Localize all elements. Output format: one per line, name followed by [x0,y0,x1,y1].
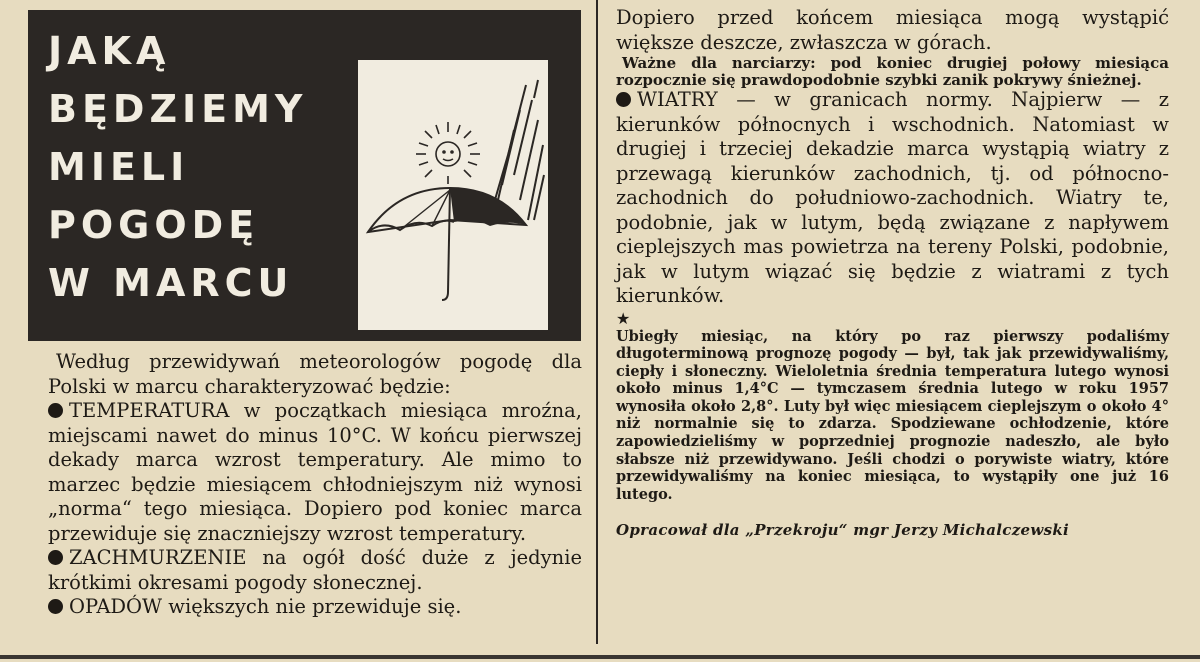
bullet-dot-icon [48,403,63,418]
headline-line-4: POGODĘ [48,203,260,247]
temperature-text: w początkach miesiąca mroźna, miejscami nawet do minus 10°C. W końcu pierwszej dekady marca wzrost temperatury. Ale mimo to marzec będzie miesiącem chłodniejszym niż wynosi „norma“ tego miesiąca. Dopiero pod koniec marca przewiduje się znaczniejszy wzrost temperatury. [48,399,582,545]
temperature-paragraph [48,399,582,546]
headline-line-2: BĘDZIEMY [48,87,308,131]
sun-umbrella-rain-illustration [358,60,548,330]
headline-line-3: MIELI [48,145,190,189]
review-paragraph: Ubiegły miesiąc, na który po raz pierwszy podaliśmy długoterminową prognozę pogody — był, tak jak przewidywaliśmy, ciepły i słoneczny. Wieloletnia średnia temperatura lutego wynosi około minus 1,4°C — tymczasem średnia lutego w roku 1957 wynosiła około 2,8°. Luty był więc miesiącem cieplejszym o około 4° niż normalnie się to zdarza. Spodziewane ochłodzenie, które zapowiedzieliśmy w poprzedniej prognozie nadeszło, ale było słabsze niż przewidywano. Jeśli chodzi o porywiste wiatry, które przewidywaliśmy na koniec miesiąca, to wystąpiły one już 16 lutego. [616,327,1169,503]
wind-paragraph [616,88,1169,309]
bullet-dot-icon [616,92,631,107]
rain-title: OPADÓW [69,595,163,618]
wind-title: WIATRY [637,88,718,111]
cloud-paragraph [48,546,582,595]
author-signature: Opracował dla „Przekroju“ mgr Jerzy Michalczewski [616,521,1070,540]
bullet-dot-icon [48,599,63,614]
right-column [616,6,1169,539]
wind-text: — w granicach normy. Najpierw — z kierunków północnych i wschodnich. Natomiast w drugiej i trzeciej dekadzie marca wystąpią wiatry z przewagą kierunków zachodnich, tj. od północno-zachodnich do południowo-zachodnich. Wiatry te, podobnie, jak w lutym, będą związane z napływem cieplejszych mas powietrza na tereny Polski, podobnie, jak w lutym wiązać się będzie z wiatrami z tych kierunków. [616,88,1169,307]
intro-paragraph: Według przewidywań meteorologów pogodę dla Polski w marcu charakteryzować będzie: [48,350,582,398]
star-separator: ★ [616,308,631,328]
headline-line-1: JAKĄ [48,29,171,73]
headline-box [28,10,581,341]
cloud-text: na ogół dość duże z jedynie krótkimi okresami pogody słonecznej. [48,546,582,594]
bottom-rule [0,655,1200,659]
headline-line-5: W MARCU [48,261,294,305]
bullet-dot-icon [48,550,63,565]
cloud-title: ZACHMURZENIE [69,546,247,569]
rain-continuation: Dopiero przed końcem miesiąca mogą wystąpić większe deszcze, zwłaszcza w górach. [616,6,1169,54]
column-divider [596,0,598,644]
left-column [48,350,582,620]
skiers-note: Ważne dla narciarzy: pod koniec drugiej połowy miesiąca rozpocznie się prawdopodobnie szybki zanik pokrywy śnieżnej. [616,54,1169,89]
rain-paragraph [48,595,582,620]
rain-text: większych nie przewiduje się. [162,595,462,618]
temperature-title: TEMPERATURA [69,399,230,422]
headline [48,22,348,312]
